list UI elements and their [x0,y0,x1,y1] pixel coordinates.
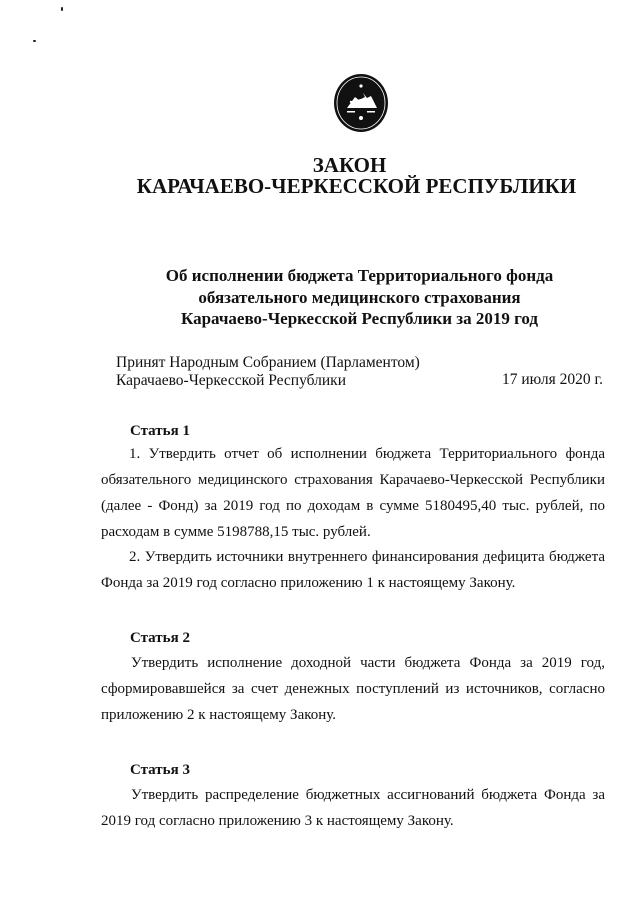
text-line: расходам в сумме 5198788,15 тыс. рублей. [101,524,371,540]
text-line: 2019 год согласно приложению 3 к настоящему Закону. [101,813,454,829]
scan-speck [61,7,63,11]
article-2-paragraph [101,650,605,728]
republic-title: КАРАЧАЕВО-ЧЕРКЕССКОЙ РЕСПУБЛИКИ [136,174,577,198]
article-1-paragraph-1 [101,441,605,545]
article-1-heading: Статья 1 [130,423,190,439]
text-line: (далее - Фонд) за 2019 год по доходам в сумме 5180495,40 тыс. рублей, по [101,498,605,514]
adoption-line: Карачаево-Черкесской Республики [116,372,346,389]
adoption-statement [116,354,420,390]
article-3-heading: Статья 3 [130,762,190,778]
subtitle-line: Карачаево-Черкесской Республики за 2019 год [180,309,539,328]
text-line: обязательного медицинского страхования Карачаево-Черкесской Республики [101,472,605,488]
text-line: Утвердить распределение бюджетных ассигнований бюджета Фонда за [131,787,605,803]
article-3-paragraph [101,782,605,834]
text-line: Утвердить исполнение доходной части бюджета Фонда за 2019 год, [131,655,605,671]
article-2-heading: Статья 2 [130,630,190,646]
text-line: сформировавшейся за счет денежных поступлений из источников, согласно [101,681,605,697]
law-subtitle [40,265,639,330]
subtitle-line: обязательного медицинского страхования [198,287,521,307]
text-line: 2. Утвердить источники внутреннего финансирования дефицита бюджета [129,549,605,565]
article-1-paragraph-2 [101,544,605,596]
law-title: ЗАКОН [312,153,387,177]
text-line: 1. Утвердить отчет об исполнении бюджета Территориального фонда [129,446,605,462]
subtitle-line: Об исполнении бюджета Территориального фонда [165,266,554,285]
text-line: Фонда за 2019 год согласно приложению 1 к настоящему Закону. [101,575,516,591]
text-line: приложению 2 к настоящему Закону. [101,707,337,723]
adoption-date: 17 июля 2020 г. [502,371,603,388]
emblem-icon [331,73,391,133]
adoption-line: Принят Народным Собранием (Парламентом) [116,354,420,371]
scan-speck [33,40,36,42]
